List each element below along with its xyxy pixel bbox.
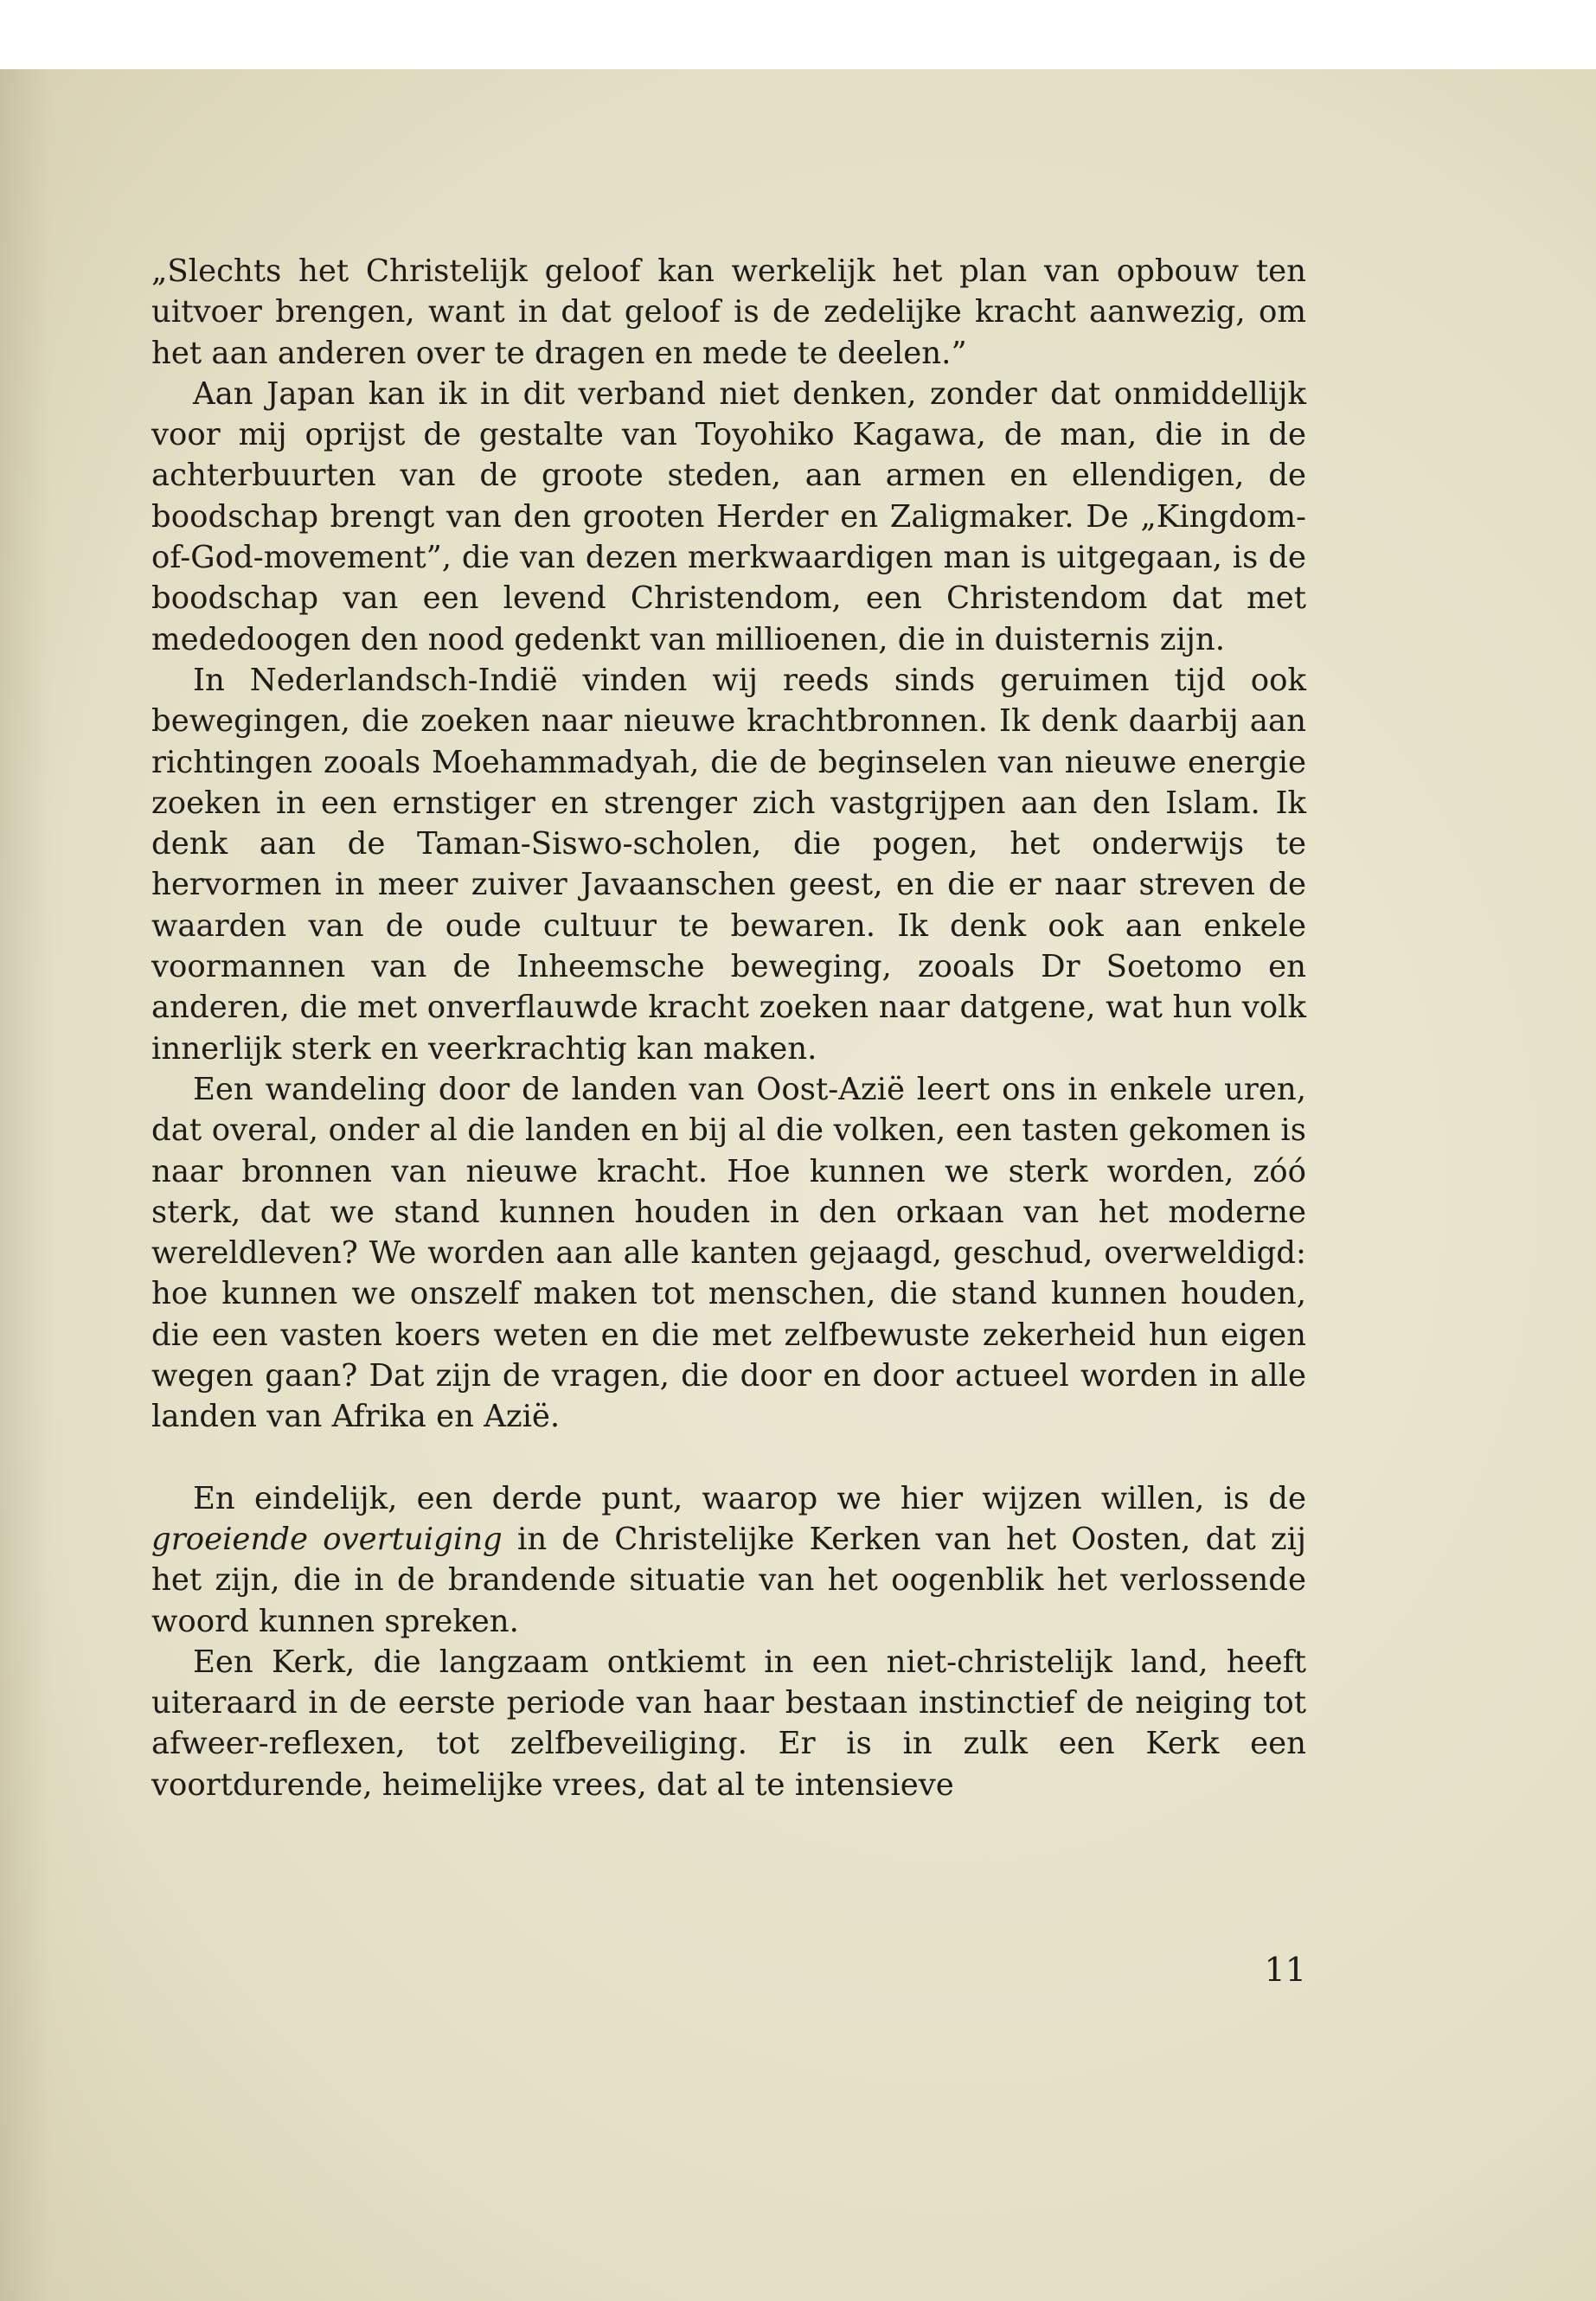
- italic-emphasis: groeiende overtuiging: [151, 1521, 503, 1557]
- paragraph-oost-azie: Een wandeling door de landen van Oost-Azië leert ons in enkele uren, dat overal, onder al die landen en bij al die volken, een tasten gekomen is naar bronnen van nieuwe kracht. Hoe kunnen we sterk worden, zóó sterk, dat we stand kunnen houden in den orkaan van het moderne wereldleven? We worden aan alle kanten gejaagd, geschud, overweldigd: hoe kunnen we onszelf maken tot menschen, die stand kunnen houden, die een vasten koers weten en die met zelfbewuste zekerheid hun eigen wegen gaan? Dat zijn de vragen, die door en door actueel worden in alle landen van Afrika en Azië.: [151, 1071, 1306, 1435]
- body-text: [151, 251, 1306, 1805]
- paragraph-derde-punt: [151, 1478, 1306, 1642]
- paragraph-japan-kagawa: Aan Japan kan ik in dit verband niet denken, zonder dat onmiddellijk voor mij oprijst de gestalte van Toyohiko Kagawa, de man, die in de achterbuurten van de groote steden, aan armen en ellendigen, de boodschap brengt van den grooten Herder en Zaligmaker. De „Kingdom-of-God-movement”, die van dezen merkwaardigen man is uitgegaan, is de boodschap van een levend Christendom, een Christendom dat met mededoogen den nood gedenkt van millioenen, die in duisternis zijn.: [151, 375, 1306, 657]
- paragraph-derde-punt-start: En eindelijk, een derde punt, waarop we hier wijzen willen, is de: [193, 1480, 1306, 1516]
- paragraph-derde-punt-end: in de Christelijke Kerken van het Oosten, dat zij het zijn, die in de brandende situatie van het oogenblik het verlossende woord kunnen spreken.: [151, 1521, 1306, 1639]
- paragraph-kerk: Een Kerk, die langzaam ontkiemt in een niet-christelijk land, heeft uiteraard in de eerste periode van haar bestaan instinctief de neiging tot afweer-reflexen, tot zelfbeveiliging. Er is in zulk een Kerk een voortdurende, heimelijke vrees, dat al te intensieve: [151, 1644, 1306, 1803]
- paragraph-nederlandsch-indie: In Nederlandsch-Indië vinden wij reeds sinds geruimen tijd ook bewegingen, die zoeken naar nieuwe krachtbronnen. Ik denk daarbij aan richtingen zooals Moehammadyah, die de beginselen van nieuwe energie zoeken in een ernstiger en strenger zich vastgrijpen aan den Islam. Ik denk aan de Taman-Siswo-scholen, die pogen, het onderwijs te hervormen in meer zuiver Javaanschen geest, en die er naar streven de waarden van de oude cultuur te bewaren. Ik denk ook aan enkele voormannen van de Inheemsche beweging, zooals Dr Soetomo en anderen, die met onverflauwde kracht zoeken naar datgene, wat hun volk innerlijk sterk en veerkrachtig kan maken.: [151, 662, 1306, 1067]
- page-number: 11: [1264, 1951, 1306, 1989]
- paragraph-quote-end: „Slechts het Christelijk geloof kan werkelijk het plan van opbouw ten uitvoer brengen, want in dat geloof is de zedelijke kracht aanwezig, om het aan anderen over te dragen en mede te deelen.”: [151, 253, 1306, 371]
